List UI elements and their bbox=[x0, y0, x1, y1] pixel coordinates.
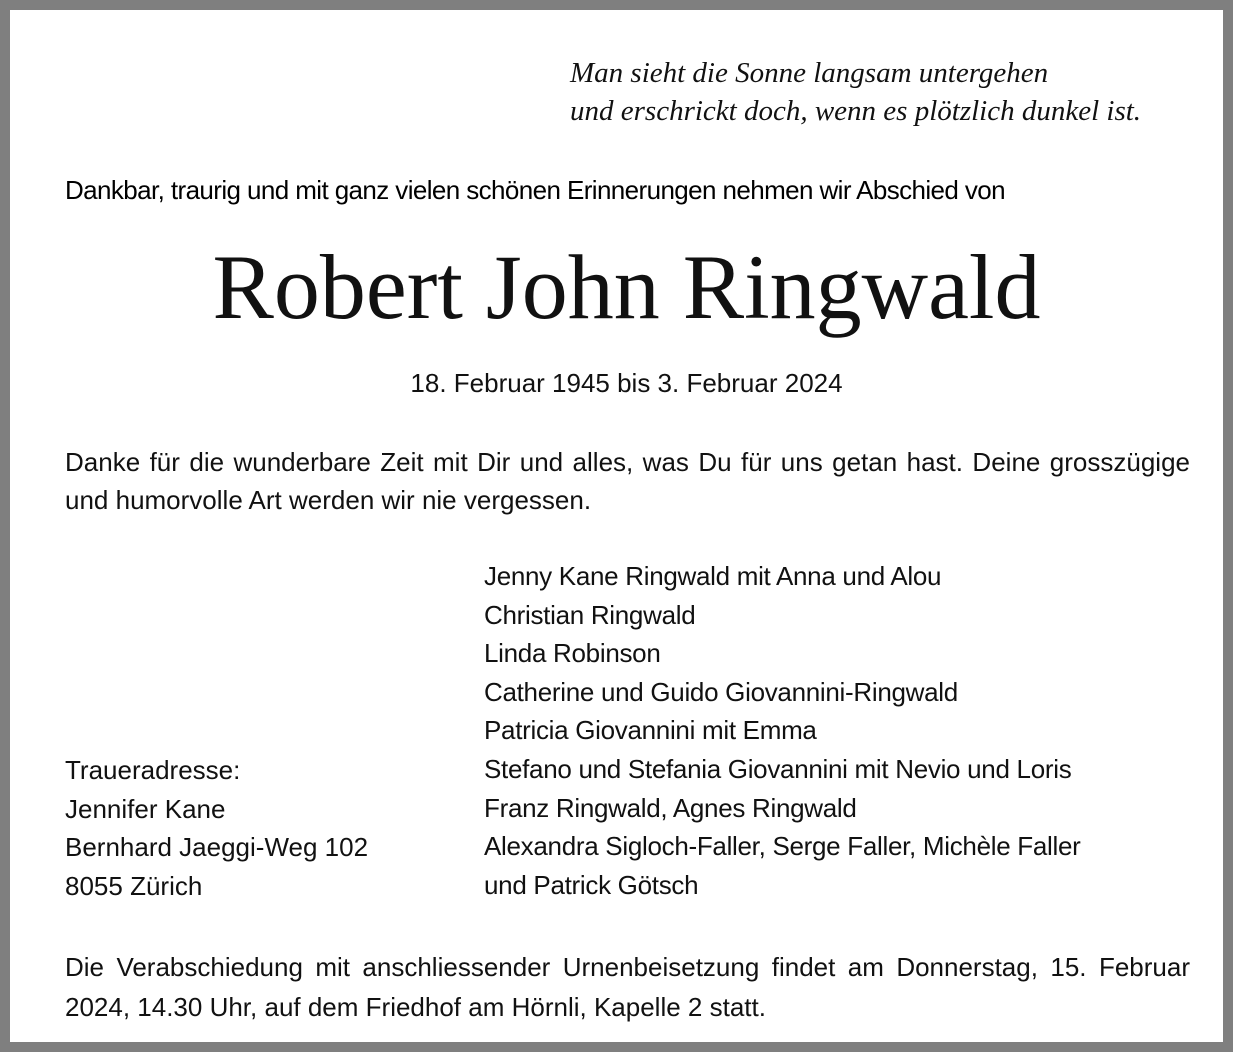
mourner-line: Alexandra Sigloch-Faller, Serge Faller, Michèle Faller bbox=[484, 831, 1081, 862]
mourner-line: Jenny Kane Ringwald mit Anna und Alou bbox=[484, 561, 942, 591]
mourner-line: Linda Robinson bbox=[484, 638, 661, 669]
motto-line-2: und erschrickt doch, wenn es plötzlich dunkel ist. bbox=[570, 95, 1142, 127]
address-name: Jennifer Kane bbox=[65, 793, 226, 824]
deceased-name: Robert John Ringwald bbox=[212, 236, 1041, 338]
mourner-line: Catherine und Guido Giovannini-Ringwald bbox=[484, 676, 958, 707]
mourner-line: Patricia Giovannini mit Emma bbox=[484, 715, 817, 746]
address-city: 8055 Zürich bbox=[65, 870, 203, 901]
mourners-list bbox=[484, 557, 1081, 904]
ceremony-paragraph: Die Verabschiedung mit anschliessender Urnenbeisetzung findet am Donnerstag, 15. Februar 2024, 14.30 Uhr, auf dem Friedhof am Hörnli, Kapelle 2 statt. bbox=[65, 952, 1190, 1022]
mourner-line: Christian Ringwald bbox=[484, 599, 696, 630]
mourner-line: und Patrick Götsch bbox=[484, 869, 699, 900]
motto-line-1: Man sieht die Sonne langsam untergehen bbox=[570, 57, 1049, 89]
address-street: Bernhard Jaeggi-Weg 102 bbox=[65, 832, 369, 863]
intro-text: Dankbar, traurig und mit ganz vielen schönen Erinnerungen nehmen wir Abschied von bbox=[65, 175, 1005, 205]
motto-quote bbox=[570, 54, 1141, 130]
mourner-line: Franz Ringwald, Agnes Ringwald bbox=[484, 792, 857, 823]
life-dates: 18. Februar 1945 bis 3. Februar 2024 bbox=[410, 368, 843, 398]
thanks-paragraph: Danke für die wunderbare Zeit mit Dir und alles, was Du für uns getan hast. Deine grosszügige und humorvolle Art werden wir nie vergessen. bbox=[65, 447, 1190, 515]
mourning-address bbox=[65, 751, 368, 905]
address-label: Traueradresse: bbox=[65, 755, 241, 785]
mourner-line: Stefano und Stefania Giovannini mit Nevio und Loris bbox=[484, 753, 1072, 784]
